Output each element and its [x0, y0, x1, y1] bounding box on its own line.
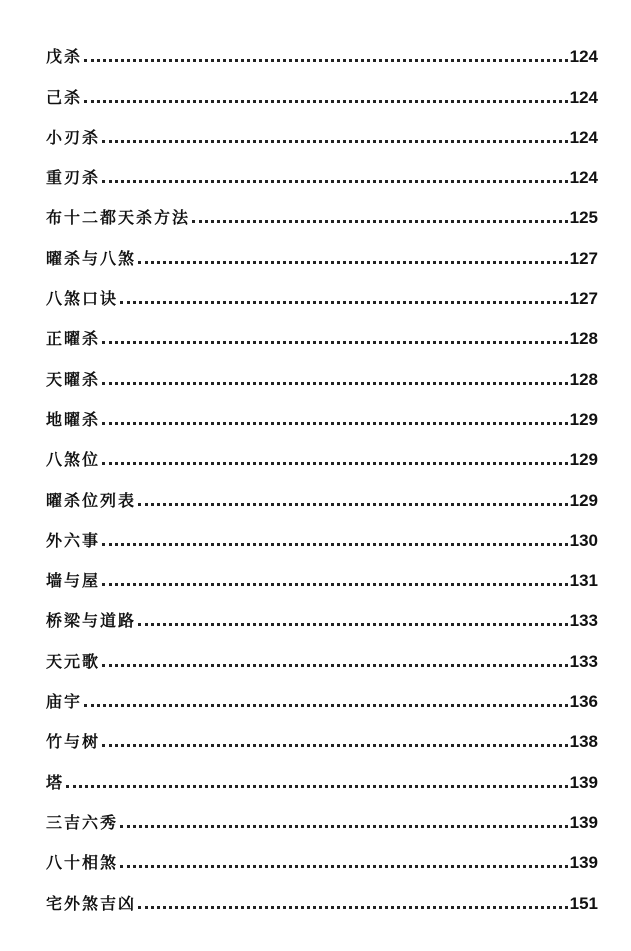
entry-page-number: 127 — [569, 248, 598, 268]
entry-title: 八十相煞 — [46, 853, 119, 873]
toc-entry[interactable] — [46, 718, 598, 758]
entry-title: 地曜杀 — [46, 409, 101, 429]
toc-entry[interactable] — [46, 517, 598, 557]
toc-entry[interactable] — [46, 839, 598, 879]
dot-leader — [102, 664, 568, 667]
dot-leader — [102, 341, 568, 344]
entry-page-number: 124 — [569, 168, 598, 188]
toc-entry[interactable] — [46, 476, 598, 516]
dot-leader — [192, 220, 568, 223]
dot-leader — [102, 180, 568, 183]
toc-entry[interactable] — [46, 758, 598, 798]
toc-entry[interactable] — [46, 114, 598, 154]
dot-leader — [138, 261, 568, 264]
entry-page-number: 128 — [569, 369, 598, 389]
dot-leader — [84, 704, 568, 707]
entry-title: 桥梁与道路 — [46, 611, 137, 631]
toc-entry[interactable] — [46, 396, 598, 436]
dot-leader — [84, 59, 568, 62]
toc-entry[interactable] — [46, 234, 598, 274]
entry-title: 小刃杀 — [46, 127, 101, 147]
toc-entry[interactable] — [46, 355, 598, 395]
entry-page-number: 136 — [569, 692, 598, 712]
entry-title: 天元歌 — [46, 651, 101, 671]
entry-page-number: 124 — [569, 47, 598, 67]
dot-leader — [138, 623, 568, 626]
entry-title: 八煞口诀 — [46, 289, 119, 309]
dot-leader — [66, 785, 568, 788]
entry-title: 宅外煞吉凶 — [46, 893, 137, 913]
toc-entry[interactable] — [46, 275, 598, 315]
entry-page-number: 138 — [569, 732, 598, 752]
entry-page-number: 131 — [569, 571, 598, 591]
toc-entry[interactable] — [46, 799, 598, 839]
dot-leader — [102, 583, 568, 586]
entry-title: 戊杀 — [46, 47, 83, 67]
toc-entry[interactable] — [46, 637, 598, 677]
toc-entry[interactable] — [46, 73, 598, 113]
toc-entry[interactable] — [46, 557, 598, 597]
entry-title: 墙与屋 — [46, 571, 101, 591]
dot-leader — [138, 906, 568, 909]
entry-title: 塔 — [46, 772, 65, 792]
entry-page-number: 133 — [569, 611, 598, 631]
entry-page-number: 133 — [569, 651, 598, 671]
toc-entry[interactable] — [46, 154, 598, 194]
entry-page-number: 151 — [569, 893, 598, 913]
entry-title: 曜杀与八煞 — [46, 248, 137, 268]
entry-page-number: 129 — [569, 450, 598, 470]
entry-title: 外六事 — [46, 530, 101, 550]
entry-title: 布十二都天杀方法 — [46, 208, 191, 228]
entry-page-number: 127 — [569, 289, 598, 309]
entry-title: 庙宇 — [46, 692, 83, 712]
entry-page-number: 124 — [569, 127, 598, 147]
entry-page-number: 139 — [569, 772, 598, 792]
dot-leader — [120, 301, 568, 304]
entry-page-number: 129 — [569, 490, 598, 510]
entry-page-number: 128 — [569, 329, 598, 349]
entry-title: 八煞位 — [46, 450, 101, 470]
dot-leader — [120, 865, 568, 868]
dot-leader — [84, 100, 568, 103]
table-of-contents — [46, 33, 598, 920]
entry-title: 重刃杀 — [46, 168, 101, 188]
dot-leader — [102, 543, 568, 546]
dot-leader — [138, 503, 568, 506]
toc-entry[interactable] — [46, 879, 598, 919]
entry-page-number: 139 — [569, 812, 598, 832]
entry-title: 己杀 — [46, 87, 83, 107]
entry-title: 三吉六秀 — [46, 812, 119, 832]
dot-leader — [102, 382, 568, 385]
entry-page-number: 130 — [569, 530, 598, 550]
entry-title: 正曜杀 — [46, 329, 101, 349]
entry-title: 竹与树 — [46, 732, 101, 752]
toc-entry[interactable] — [46, 597, 598, 637]
dot-leader — [102, 140, 568, 143]
toc-entry[interactable] — [46, 678, 598, 718]
entry-title: 天曜杀 — [46, 369, 101, 389]
entry-title: 曜杀位列表 — [46, 490, 137, 510]
dot-leader — [102, 462, 568, 465]
dot-leader — [102, 422, 568, 425]
toc-entry[interactable] — [46, 436, 598, 476]
toc-entry[interactable] — [46, 315, 598, 355]
entry-page-number: 124 — [569, 87, 598, 107]
entry-page-number: 129 — [569, 409, 598, 429]
toc-entry[interactable] — [46, 194, 598, 234]
toc-entry[interactable] — [46, 33, 598, 73]
entry-page-number: 125 — [569, 208, 598, 228]
entry-page-number: 139 — [569, 853, 598, 873]
dot-leader — [102, 744, 568, 747]
dot-leader — [120, 825, 568, 828]
